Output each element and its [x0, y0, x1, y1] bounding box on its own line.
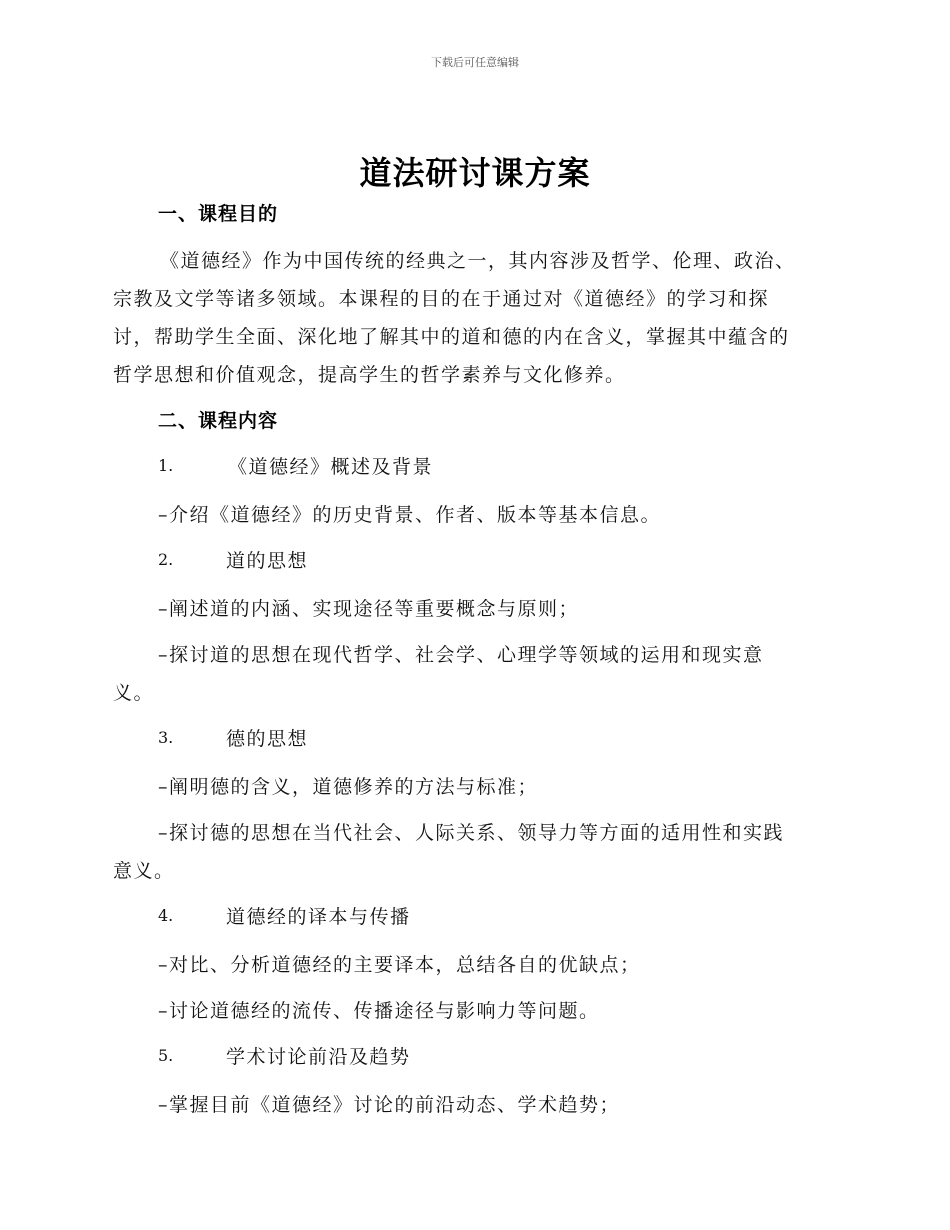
item-point: –阐明德的含义，道德修养的方法与标准； — [158, 776, 539, 798]
item-number: 3. — [158, 728, 174, 747]
document-title: 道法研讨课方案 — [359, 154, 591, 192]
item-point: –讨论道德经的流传、传播途径与影响力等问题。 — [158, 1000, 600, 1022]
item-number: 4. — [158, 906, 174, 925]
paragraph-line: 《道德经》作为中国传统的经典之一，其内容涉及哲学、伦理、政治、 — [160, 250, 796, 272]
item-point: –掌握目前《道德经》讨论的前沿动态、学术趋势； — [158, 1094, 621, 1116]
section-heading-purpose: 一、课程目的 — [158, 203, 279, 225]
paragraph-line: 哲学思想和价值观念，提高学生的哲学素养与文化修养。 — [113, 364, 626, 386]
item-point: –介绍《道德经》的历史背景、作者、版本等基本信息。 — [158, 504, 662, 526]
item-title: 《道德经》概述及背景 — [228, 456, 434, 478]
item-point-continued: 义。 — [113, 682, 155, 704]
section-heading-content: 二、课程内容 — [158, 410, 279, 432]
item-title: 学术讨论前沿及趋势 — [226, 1046, 411, 1068]
item-point: –对比、分析道德经的主要译本，总结各自的优缺点； — [158, 954, 641, 976]
page-header: 下载后可任意编辑 — [431, 56, 519, 69]
item-title: 德的思想 — [226, 728, 309, 750]
item-point: –探讨德的思想在当代社会、人际关系、领导力等方面的适用性和实践 — [158, 822, 785, 844]
item-number: 5. — [158, 1046, 174, 1065]
item-title: 道的思想 — [226, 550, 309, 572]
paragraph-line: 讨，帮助学生全面、深化地了解其中的道和德的内在含义，掌握其中蕴含的 — [113, 326, 790, 348]
item-number: 1. — [158, 456, 174, 475]
item-title: 道德经的译本与传播 — [226, 906, 411, 928]
item-number: 2. — [158, 550, 174, 569]
item-point: –阐述道的内涵、实现途径等重要概念与原则； — [158, 598, 580, 620]
item-point: –探讨道的思想在现代哲学、社会学、心理学等领域的运用和现实意 — [158, 644, 764, 666]
paragraph-line: 宗教及文学等诸多领域。本课程的目的在于通过对《道德经》的学习和探 — [113, 288, 770, 310]
item-point-continued: 意义。 — [113, 860, 175, 882]
